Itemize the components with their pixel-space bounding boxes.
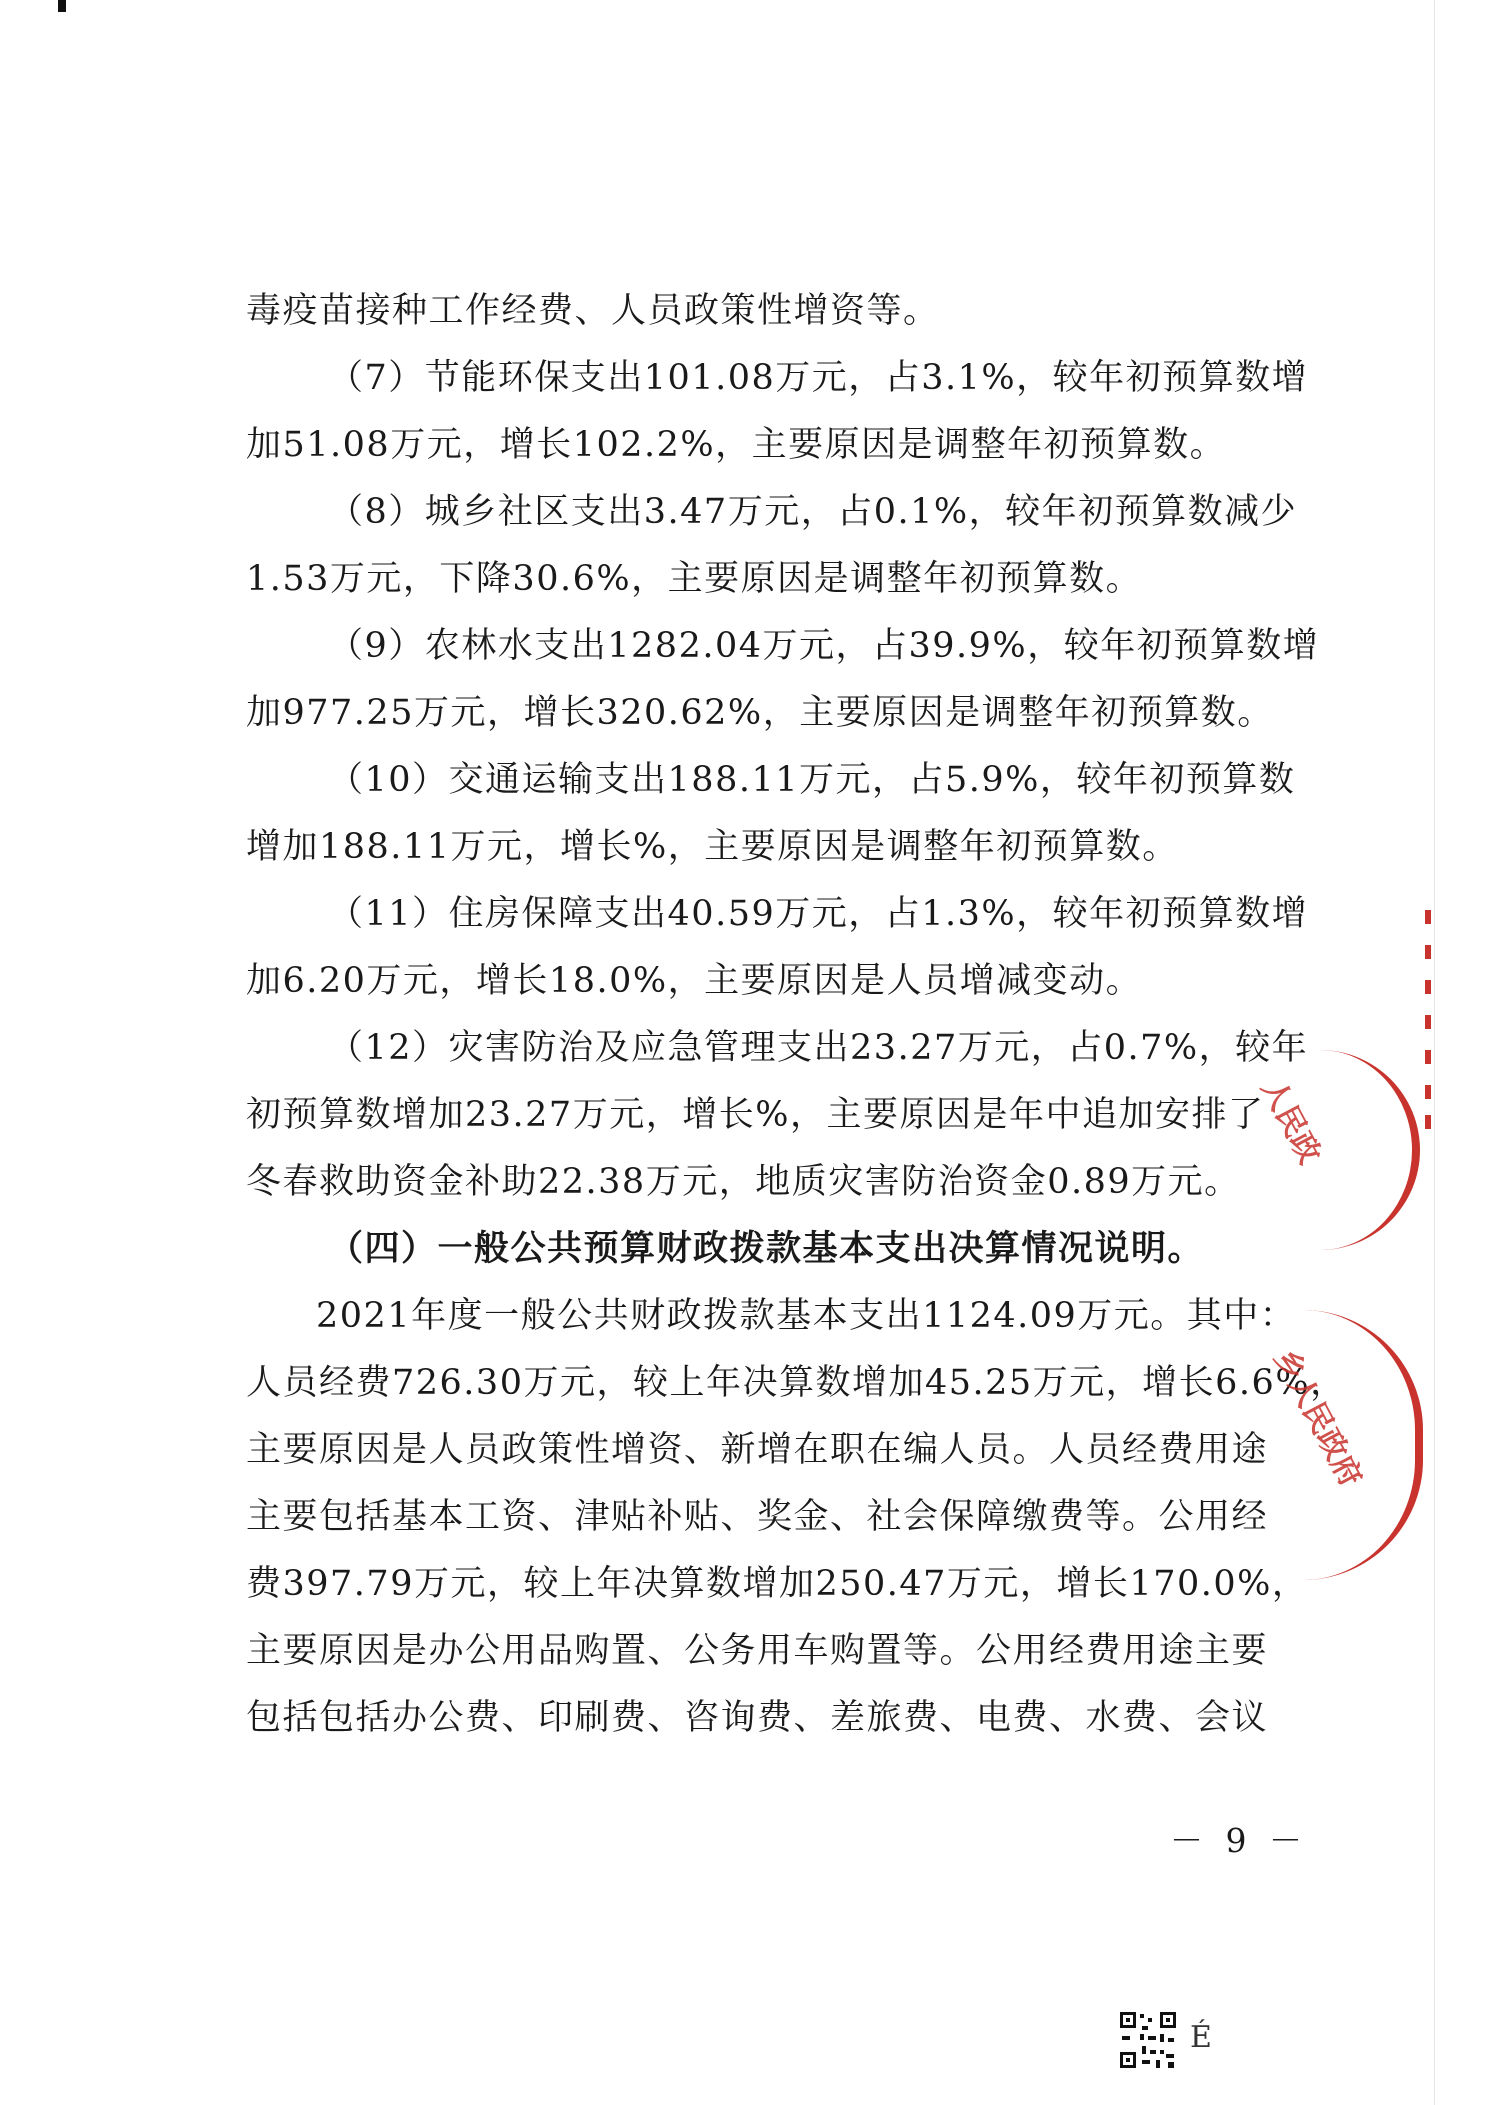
body-line: 主要原因是人员政策性增资、新增在职在编人员。人员经费用途 [246, 1430, 1269, 1470]
qr-label: É [1190, 2020, 1212, 2055]
body-line: 加51.08万元，增长102.2%，主要原因是调整年初预算数。 [246, 425, 1227, 465]
seal-text: 乡人民政府 [1267, 1343, 1369, 1493]
body-line: （7）节能环保支出101.08万元，占3.1%，较年初预算数增 [328, 358, 1309, 398]
page-edge [1434, 0, 1435, 2105]
body-line: 费397.79万元，较上年决算数增加250.47万元，增长170.0%， [246, 1564, 1309, 1604]
official-seal-fragment-2 [1265, 1310, 1423, 1580]
body-line: 加977.25万元，增长320.62%，主要原因是调整年初预算数。 [246, 693, 1274, 733]
body-line: （12）灾害防治及应急管理支出23.27万元，占0.7%，较年 [328, 1028, 1309, 1068]
body-line: 主要原因是办公用品购置、公务用车购置等。公用经费用途主要 [246, 1631, 1269, 1671]
body-line: 1.53万元，下降30.6%，主要原因是调整年初预算数。 [246, 559, 1143, 599]
body-line: （9）农林水支出1282.04万元，占39.9%，较年初预算数增 [328, 626, 1320, 666]
body-line: （8）城乡社区支出3.47万元，占0.1%，较年初预算数减少 [328, 492, 1298, 532]
body-line: 毒疫苗接种工作经费、人员政策性增资等。 [246, 291, 940, 331]
body-line: 2021年度一般公共财政拨款基本支出1124.09万元。其中： [316, 1296, 1297, 1336]
body-line: （11）住房保障支出40.59万元，占1.3%，较年初预算数增 [328, 894, 1309, 934]
body-line: 初预算数增加23.27万元，增长%，主要原因是年中追加安排了 [246, 1095, 1265, 1135]
body-line: 增加188.11万元，增长%，主要原因是调整年初预算数。 [246, 827, 1179, 867]
official-seal-fragment-1 [1254, 1050, 1420, 1250]
corner-mark [58, 0, 66, 12]
section-heading: （四）一般公共预算财政拨款基本支出决算情况说明。 [328, 1228, 1205, 1269]
qr-code-icon [1118, 2010, 1178, 2070]
page-number: － 9 － [1170, 1821, 1308, 1860]
body-line: 加6.20万元，增长18.0%，主要原因是人员增减变动。 [246, 961, 1143, 1001]
seal-text: 人民政 [1254, 1073, 1328, 1170]
body-line: （10）交通运输支出188.11万元，占5.9%，较年初预算数 [328, 760, 1296, 800]
body-line: 人员经费726.30万元，较上年决算数增加45.25万元，增长6.6%， [246, 1363, 1347, 1403]
body-line: 包括包括办公费、印刷费、咨询费、差旅费、电费、水费、会议 [246, 1698, 1269, 1738]
body-line: 主要包括基本工资、津贴补贴、奖金、社会保障缴费等。公用经 [246, 1497, 1269, 1537]
body-line: 冬春救助资金补助22.38万元，地质灾害防治资金0.89万元。 [246, 1162, 1241, 1202]
stamp-edge-dashes [1425, 910, 1433, 1130]
